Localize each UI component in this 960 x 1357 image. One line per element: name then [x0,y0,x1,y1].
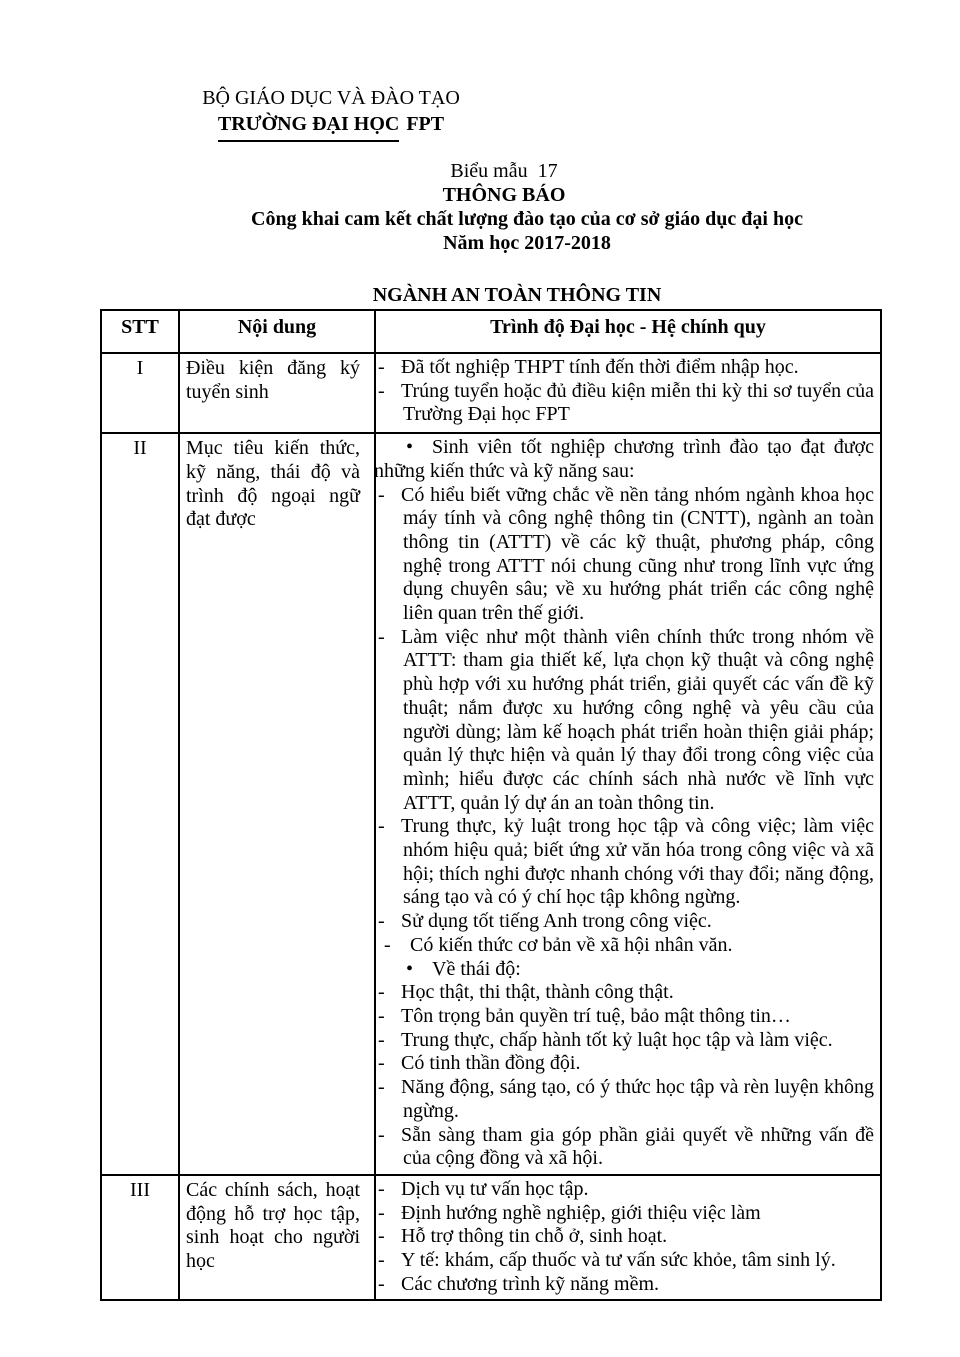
notice-title: THÔNG BÁO [442,184,566,206]
list-item [378,1202,874,1226]
dash-marker: - [378,379,385,402]
item-text: Đã tốt nghiệp THPT tính đến thời điểm nhập học. [401,356,799,378]
form-number-label: Biểu mẫu 17 [450,160,558,182]
col-header-trinh-do: Trình độ Đại học - Hệ chính quy [375,310,881,353]
dash-marker: - [378,483,385,506]
dash-marker: - [378,1201,385,1224]
item-text: Sinh viên tốt nghiệp chương trình đào tạo đạt được những kiến thức và kỹ năng sau: [374,436,874,482]
list-item [378,356,874,380]
list-item [378,981,874,1005]
dash-marker: - [378,1052,385,1075]
table-header-row [101,310,881,353]
dash-marker: - [378,1076,385,1099]
list-item [378,934,874,958]
row-number: I [101,353,179,433]
list-item [374,436,874,483]
list-item [378,1052,874,1076]
table-row [101,1175,881,1301]
col-header-noi-dung: Nội dung [179,310,375,353]
ministry-name: BỘ GIÁO DỤC VÀ ĐÀO TẠO [202,87,460,109]
item-text: Năng động, sáng tạo, có ý thức học tập và rèn luyện không ngừng. [401,1076,874,1122]
dash-marker: - [378,981,385,1004]
dash-marker: - [378,815,385,838]
commitment-table [100,309,882,1301]
program-title: NGÀNH AN TOÀN THÔNG TIN [372,284,662,306]
item-text: Có tinh thần đồng đội. [401,1052,581,1075]
item-text: Trung thực, kỷ luật trong học tập và công việc; làm việc nhóm hiệu quả; biết ứng xử văn hóa trong công việc và xã hội; thích nghi được nhanh chóng với thay đổi; năng động, sáng tạo và có ý chí học tập không ngừng. [401,815,874,909]
list-item [378,484,874,626]
row-number: II [101,433,179,1175]
list-item [378,910,874,934]
academic-year: Năm học 2017-2018 [443,232,611,254]
dash-marker: - [378,1225,385,1248]
row-content [375,353,881,433]
item-text: Các chương trình kỹ năng mềm. [401,1272,660,1295]
item-text: Học thật, thi thật, thành công thật. [401,981,674,1004]
item-text: Có kiến thức cơ bản về xã hội nhân văn. [410,933,733,956]
list-item [378,1124,874,1171]
list-item [378,1225,874,1249]
col-header-stt: STT [101,310,179,353]
list-item [378,380,874,427]
table-row [101,433,881,1175]
item-text: Y tế: khám, cấp thuốc và tư vấn sức khỏe, tâm sinh lý. [401,1249,836,1272]
item-text: Làm việc như một thành viên chính thức trong nhóm về ATTT: tham gia thiết kế, lựa chọn kỹ thuật và công nghệ phù hợp với xu hướng phát triển, giải quyết các vấn đề kỹ thuật; nắm được xu hướng công nghệ và yêu cầu của người dùng; làm kế hoạch phát triển hoàn thiện giải pháp; quản lý thực hiện và quản lý thay đổi trong công việc của mình; hiểu được các chính sách nhà nước về lĩnh vực ATTT, quản lý dự án an toàn thông tin. [401,625,874,814]
list-item [378,815,874,910]
item-text: Định hướng nghề nghiệp, giới thiệu việc làm [401,1201,761,1224]
school-name-underlined: TRƯỜNG ĐẠI HỌC [218,112,399,142]
dash-marker: - [378,1123,385,1146]
list-item [378,1178,874,1202]
school-name [148,112,514,142]
dash-marker: - [384,933,391,956]
table-row [101,353,881,433]
row-topic: Mục tiêu kiến thức, kỹ năng, thái độ và trình độ ngoại ngữ đạt được [179,433,375,1175]
dash-marker: - [378,910,385,933]
item-text: Về thái độ: [432,957,521,980]
item-text: Tôn trọng bản quyền trí tuệ, bảo mật thông tin… [401,1004,791,1027]
row-topic: Các chính sách, hoạt động hỗ trợ học tập, sinh hoạt cho người học [179,1175,375,1301]
dash-marker: - [378,1249,385,1272]
bullet-marker: • [406,957,414,980]
list-item [378,626,874,816]
row-content [375,433,881,1175]
item-text: Có hiểu biết vững chắc về nền tảng nhóm ngành khoa học máy tính và công nghệ thông tin (CNTT), ngành an toàn thông tin (ATTT) về các kỹ thuật, phương pháp, công nghệ trong ATTT nói chung cũng như trong lĩnh vực ứng dụng chuyên sâu; về xu hướng phát triển các công nghệ liên quan trên thế giới. [401,483,874,625]
org-header [148,86,514,142]
item-text: Dịch vụ tư vấn học tập. [401,1177,589,1200]
bullet-marker: • [406,436,414,459]
row-number: III [101,1175,179,1301]
item-text: Sử dụng tốt tiếng Anh trong công việc. [401,910,712,933]
list-item [374,958,874,982]
dash-marker: - [378,1004,385,1027]
row-topic: Điều kiện đăng ký tuyển sinh [179,353,375,433]
item-text: Trúng tuyển hoặc đủ điều kiện miễn thi kỳ thi sơ tuyển của Trường Đại học FPT [401,379,874,426]
notice-subtitle: Công khai cam kết chất lượng đào tạo của cơ sở giáo dục đại học [251,208,803,230]
dash-marker: - [378,1028,385,1051]
list-item [378,1249,874,1273]
list-item [378,1029,874,1053]
item-text: Sẵn sàng tham gia góp phần giải quyết về những vấn đề của cộng đồng và xã hội. [401,1123,874,1170]
school-name-suffix: FPT [406,113,445,135]
dash-marker: - [378,625,385,648]
item-text: Trung thực, chấp hành tốt kỷ luật học tập và làm việc. [401,1028,833,1051]
dash-marker: - [378,1177,385,1200]
dash-marker: - [378,1272,385,1295]
list-item [378,1005,874,1029]
list-item [378,1076,874,1123]
list-item [378,1273,874,1297]
item-text: Hỗ trợ thông tin chỗ ở, sinh hoạt. [401,1225,668,1248]
row-content [375,1175,881,1301]
dash-marker: - [378,356,385,378]
